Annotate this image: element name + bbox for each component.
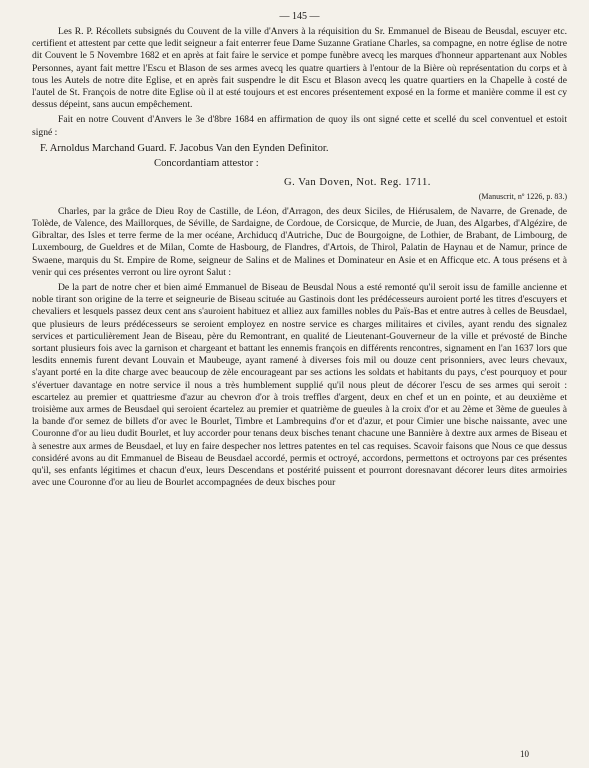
petition-paragraph: De la part de notre cher et bien aimé Emmanuel de Biseau de Beusdal Nous a esté remonté qu'il seroit issu de famille ancienne et noble tirant son origine de la terre et seigneurie de Biseau scituée au Gastinois dont les prédécesseurs auroient porté les titres d'escuyers et chevaliers et lesquels passez deux cent ans s'auroient habituez et alliez aux familles nobles du Païs-Bas et entre autres à celles de Beusdael, que plusieurs de leurs prédécesseurs se seroient employez en nostre service es charges militaires et civiles, ayant rendu des signalez services et particulièrement Jean de Biseau, père du Remontrant, en qualité de Lieutenant-Gouverneur de la ville et prévosté de Binche sortant plusieurs fois avec la garnison et chargeant et battant les ennemis françois en différents rencontres, signament en l'an 1637 lors que lesdits ennemis furent devant Louvain et Maubeuge, ayant ramené à diverses fois mil ou douze cent prisonniers, avec leurs chevaux, s'ayant porté en la dite charge avec beaucoup de zèle encourageant par ses actions les soldats et habitants du pays, c'est pourquoy et pour s'évertuer davantage en notre service il nous a très humblement supplié qu'il nous pleut de décorer l'escu de ses armes qui seroit : escartelez au premier et quattriesme d'azur au chevron d'or à trois treffles d'argent, deux en chef et un en pointe, et au deuxième et troisième aux armes de Beusdael qui seroient écartelez au premier et quatrième de gueules à la croix d'or et au 2ème et 3ème de gueules à la bande d'or semez de billets d'or avec le Bourlet, Timbre et Lambrequins d'or et d'azur, et pour Cimier une bische naissante, avec une Couronne d'or au lieu dudit Bourlet, et luy accorder pour tenans deux bisches tenant chacune une Bannière à dextre aux armes de Biseau et à senestre aux armes de Beusdael, et luy en faire despecher nos lettres patentes en tel cas requises. Scavoir faisons que Nous ce que dessus considéré avons au dit Emmanuel de Biseau de Beusdael accordé, permis et octroyé, accordons, permettons et octroyons par ces présentes qu'il, ses enfants légitimes et chacun d'eux, leurs Descendans et postérité puissent et pourront doresnavant décorer leurs dites armoiries avec une Couronne d'or au lieu de Bourlet accompagnées de deux bisches pour (32, 282, 567, 489)
royal-titles-paragraph: Charles, par la grâce de Dieu Roy de Castille, de Léon, d'Arragon, des deux Siciles, de Hiérusalem, de Navarre, de Grenade, de Tolède, de Valence, des Maillorques, de Séville, de Sardaigne, de Cordoue, de Corsicque, de Murcie, de Juan, des Algarbes, d'Algézire, de Gibraltar, des Isles et terre ferme de la mer océane, Archiducq d'Autriche, Duc de Bourgoigne, de Lothier, de Brabant, de Limbourg, de Luxembourg, de Gueldres et de Milan, Comte de Hasbourg, de Flandres, d'Artois, de Thirol, Palatin de Haynau et de Namur, prince de Swaene, marquis du St. Empire de Rome, seigneur de Salins et de Malines et Dominateur en Asie et en Afficque etc. A tous présens et à venir qui ces présentes verront ou lire oyront Salut : (32, 205, 567, 278)
certificate-paragraph: Les R. P. Récollets subsignés du Couvent de la ville d'Anvers à la réquisition du Sr. Emmanuel de Biseau de Beusdal, escuyer etc. certifient et attestent par cette que ledit seigneur a fait enterrer feue Dame Suzanne Gratiane Charles, sa compagne, en notre église de notre dit Couvent le 5 Novembre 1682 et en après at fait faire le service et pompe funèbre avecq les marques d'honneur appartenant aux Nobles Personnes, ayant fait mettre l'Escu et Blason de ses armes avecq les quatre quartiers à l'entour de la Bière où représentation du corps et à tous les Autels de notre dite Eglise, et en après fait suspendre le dit Escu et Blason avecq les quatre quartiers en la Chapelle à costé de l'autel de St. François de notre dite Eglise où il at esté toujours et est encores présentement exposé en la forme et manière comme il est cy dessus dépeint, sans aucun empêchement. (32, 26, 567, 111)
source-reference: (Manuscrit, nº 1226, p. 83.) (478, 191, 567, 201)
letters-patent-section (32, 206, 567, 490)
signature-mark: 10 (520, 749, 529, 759)
page-folio: — 145 — (279, 11, 320, 22)
signatories-line: F. Arnoldus Marchand Guard. F. Jacobus Van den Eynden Definitor. (40, 142, 329, 154)
attestation-line: Concordantiam attestor : (154, 157, 259, 169)
notary-line (284, 176, 567, 190)
notary-name: G. Van Doven, Not. Reg. 1711. (284, 176, 431, 188)
certificate-section (32, 26, 567, 139)
dating-paragraph: Fait en notre Couvent d'Anvers le 3e d'8bre 1684 en affirmation de quoy ils ont signé cette et scellé du scel conventuel et estoit signé : (32, 114, 567, 138)
